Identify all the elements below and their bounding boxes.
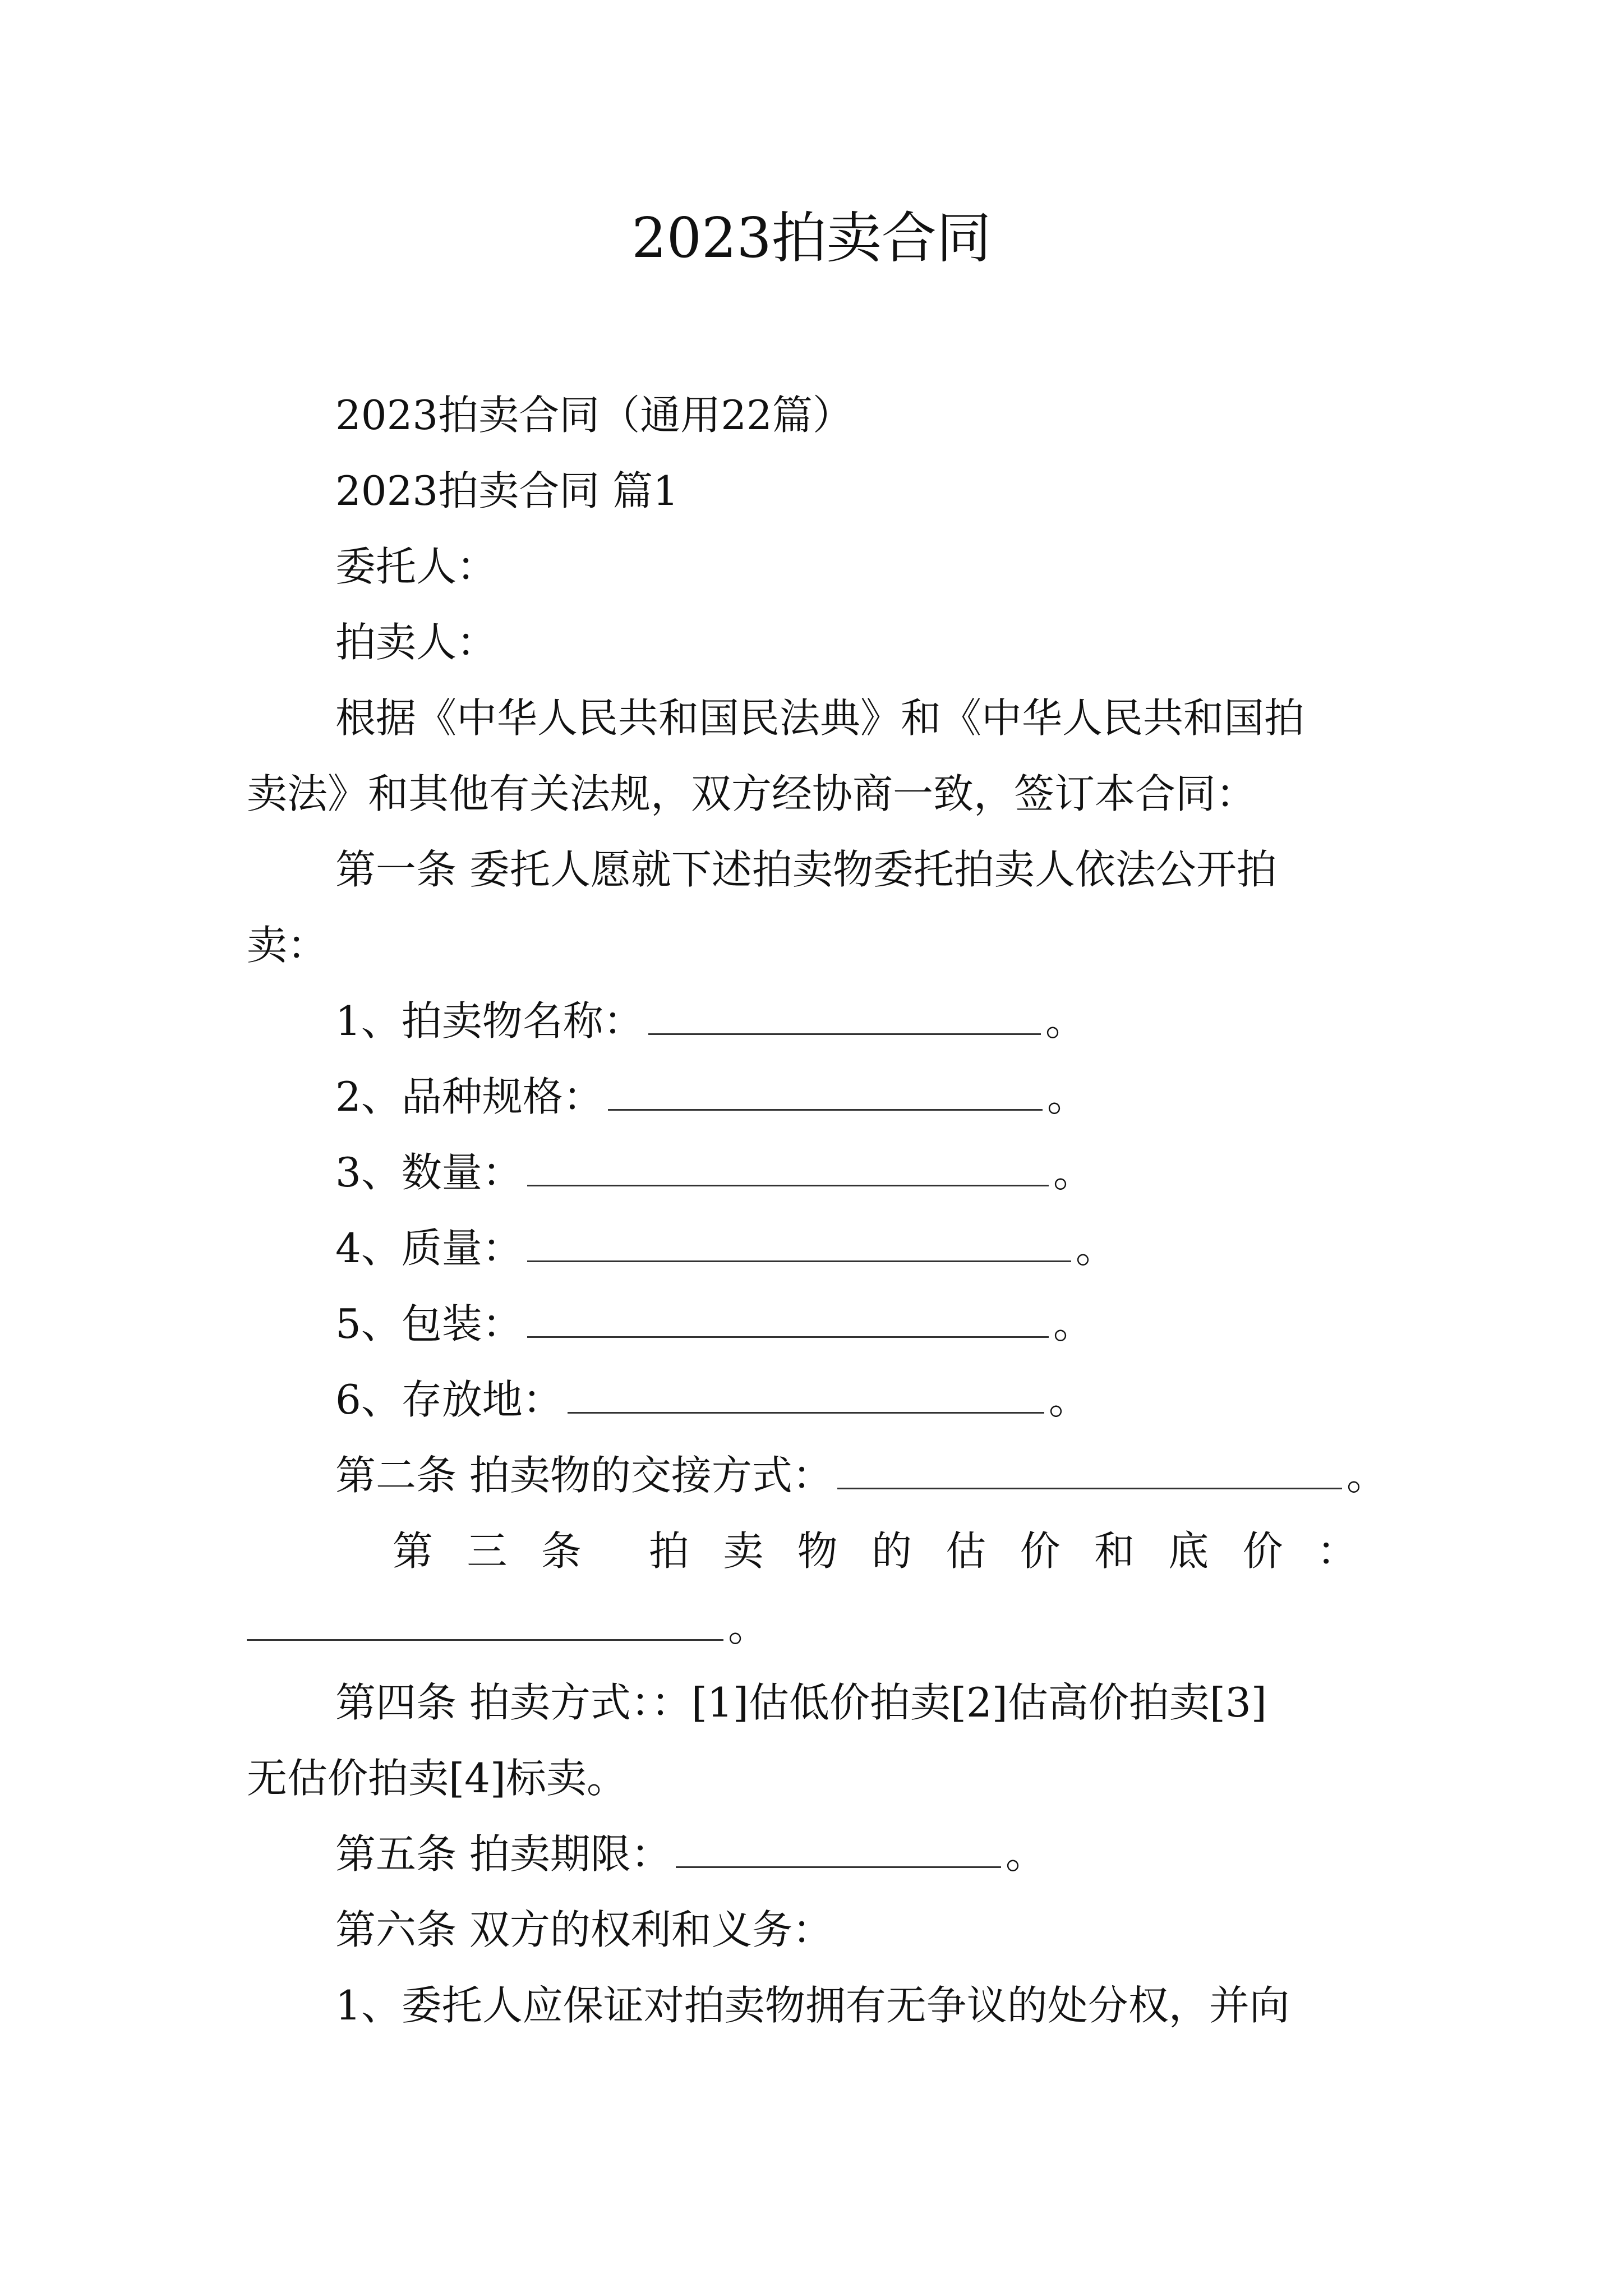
field-item-packaging (335, 1296, 1094, 1352)
field-label: 5、包装： (335, 1300, 523, 1347)
spaced-char: 第 (393, 1527, 434, 1575)
client-line: 委托人： (335, 543, 497, 590)
spaced-char: 的 (871, 1527, 912, 1575)
article-3-line (393, 1523, 1357, 1579)
field-item-quality (335, 1220, 1116, 1276)
field-end: 。 (1048, 1376, 1089, 1423)
subtitle: 2023拍卖合同（通用22篇） (335, 392, 853, 439)
spaced-char: 条 (541, 1527, 582, 1575)
field-end: 。 (1046, 1073, 1087, 1120)
article-end: 。 (728, 1603, 769, 1650)
blank-line (837, 1456, 1342, 1489)
blank-line (648, 1002, 1041, 1035)
field-end: 。 (1045, 997, 1086, 1045)
field-label: 4、质量： (335, 1225, 523, 1272)
article-label: 第五条 拍卖期限： (335, 1830, 671, 1878)
spaced-char: 底 (1168, 1527, 1209, 1575)
blank-line (527, 1153, 1049, 1186)
spaced-char: ： (1316, 1527, 1357, 1575)
article-6-item-1: 1、委托人应保证对拍卖物拥有无争议的处分权，并向 (335, 1982, 1290, 2029)
spaced-char: 和 (1094, 1527, 1135, 1575)
article-6-line: 第六条 双方的权利和义务： (335, 1906, 833, 1953)
blank-line (568, 1381, 1044, 1414)
article-end: 。 (1346, 1452, 1387, 1499)
field-end: 。 (1075, 1225, 1116, 1272)
blank-line (527, 1229, 1071, 1262)
paragraph-line: 卖法》和其他有关法规，双方经协商一致，签订本合同： (247, 770, 1257, 817)
spaced-char: 拍 (648, 1527, 689, 1575)
blank-line (676, 1835, 1001, 1868)
field-item-storage (335, 1372, 1089, 1428)
spaced-char: 物 (797, 1527, 838, 1575)
article-4-line: 无估价拍卖[4]标卖。 (247, 1755, 627, 1802)
paragraph-line: 根据《中华人民共和国民法典》和《中华人民共和国拍 (335, 694, 1305, 742)
spaced-char: 估 (946, 1527, 986, 1575)
blank-line (527, 1305, 1049, 1338)
field-end: 。 (1053, 1149, 1094, 1196)
article-1-line: 卖： (247, 922, 328, 969)
field-end: 。 (1053, 1300, 1094, 1347)
article-1-line: 第一条 委托人愿就下述拍卖物委托拍卖人依法公开拍 (335, 846, 1277, 893)
article-4-line: 第四条 拍卖方式：：[1]估低价拍卖[2]估高价拍卖[3] (335, 1679, 1267, 1726)
field-item-quantity (335, 1144, 1094, 1200)
spaced-char: 价 (1242, 1527, 1283, 1575)
spaced-char: 卖 (723, 1527, 764, 1575)
spaced-char: 三 (467, 1527, 508, 1575)
field-label: 1、拍卖物名称： (335, 997, 644, 1045)
spaced-char: 价 (1020, 1527, 1061, 1575)
article-end: 。 (1005, 1830, 1046, 1878)
article-3-blank-line (247, 1599, 768, 1655)
field-label: 3、数量： (335, 1149, 523, 1196)
article-label: 第二条 拍卖物的交接方式： (335, 1452, 833, 1499)
field-item-spec (335, 1069, 1087, 1125)
blank-line (608, 1078, 1043, 1111)
blank-line (247, 1608, 723, 1641)
auctioneer-line: 拍卖人： (335, 619, 497, 666)
section-heading: 2023拍卖合同 篇1 (335, 467, 679, 514)
article-5-line (335, 1826, 1046, 1882)
field-label: 6、存放地： (335, 1376, 563, 1423)
document-title: 2023拍卖合同 (631, 206, 992, 270)
article-2-line (335, 1447, 1387, 1503)
field-label: 2、品种规格： (335, 1073, 603, 1120)
field-item-name (335, 993, 1086, 1049)
